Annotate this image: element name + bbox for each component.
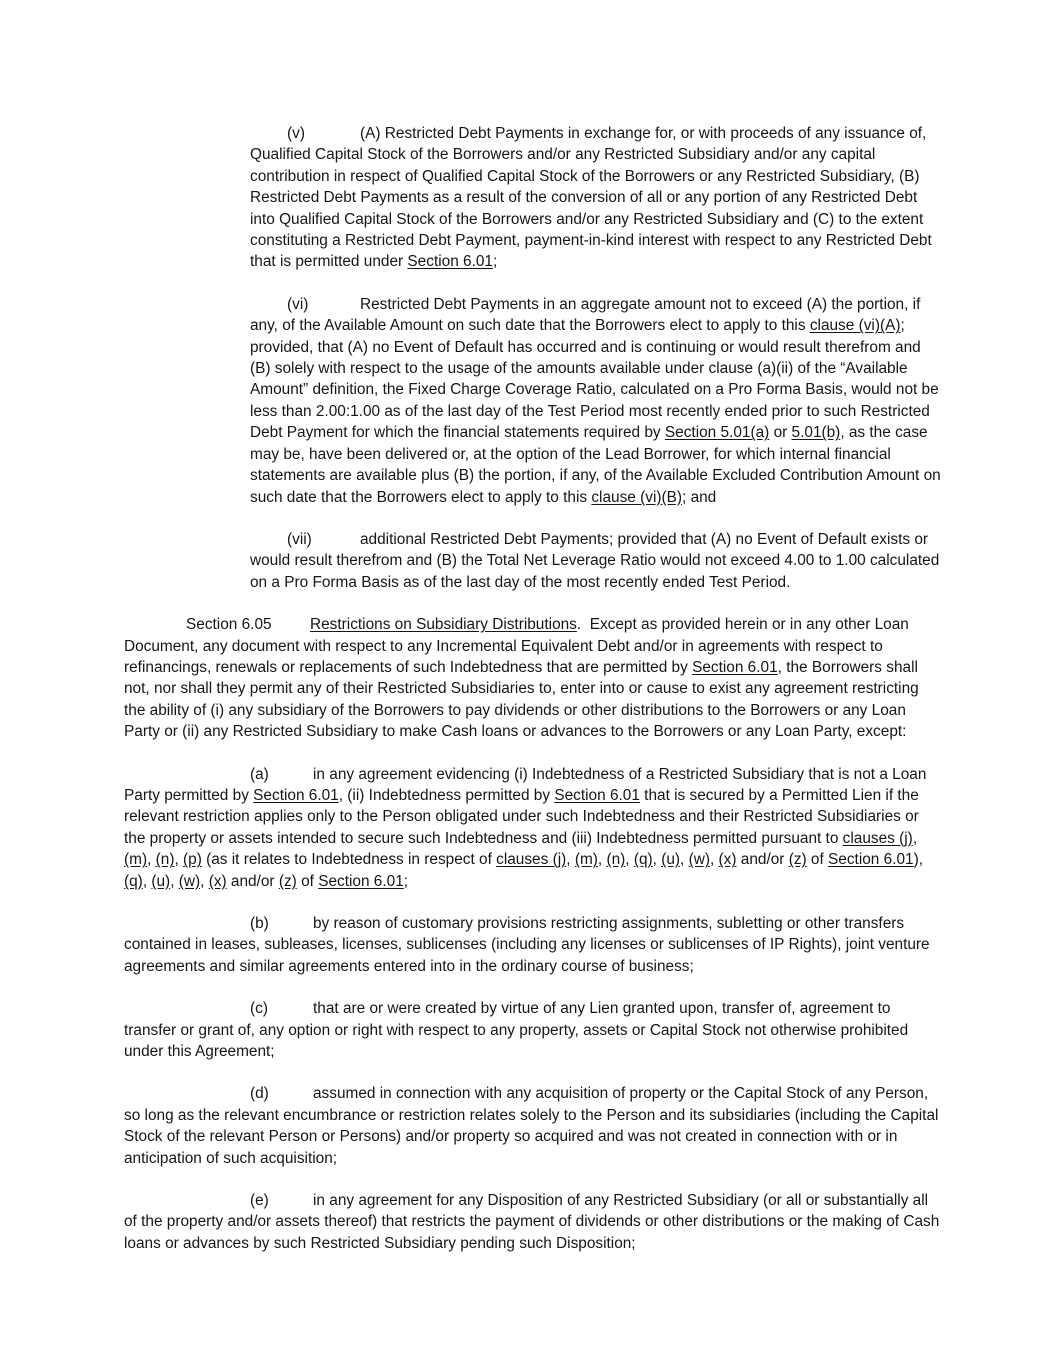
paragraph-number: (e) [250,1192,269,1210]
cross-reference: (n) [155,851,175,869]
paragraph-number: (v) [287,125,305,142]
cross-reference: (w) [178,872,201,890]
cross-reference: (u) [661,851,681,869]
cross-reference: 5.01(b) [791,424,841,442]
cross-reference: (m) [124,851,148,869]
clause-vii-paragraph: (vii) additional Restricted Debt Payments; provided that (A) no Event of Default exists or would result therefrom and (B) the Total Net Leverage Ratio would not exceed 4.00 to 1.00 calculated on a Pro Forma Basis as of the last day of the most recently ended Test Period. [250,530,940,591]
cross-reference: Section 6.01 [318,872,404,890]
cross-reference: (m) [574,851,598,869]
cross-reference: (u) [151,872,171,890]
paragraph-number: (d) [250,1085,269,1103]
cross-reference: clause (vi)(A) [809,317,901,335]
document-body [124,123,941,1275]
paragraph-number: (vii) [287,530,312,548]
cross-reference: (w) [688,851,710,869]
clause-c-paragraph: (c) that are or were created by virtue of any Lien granted upon, transfer of, agreement to transfer or grant of, any option or right with respect to any property, assets or Capital Stock not otherwise prohibited under this Agreement; [124,1000,909,1061]
cross-reference: (p) [183,851,202,869]
paragraph-number: (vi) [287,295,309,313]
clause-a-paragraph: (a) in any agreement evidencing (i) Indebtedness of a Restricted Subsidiary that is not a Loan Party permitted by Section 6.01, (ii) Indebtedness permitted by Section 6.01 that is secured by a Permitted Lien if the relevant restriction applies only to the Person obligated under such Indebtedness and their Restricted Subsidiaries or the property or assets intended to secure such Indebtedness and (iii) Indebtedness permitted pursuant to clauses (j), (m), (n), (p) (as it relates to Indebtedness in respect of clauses (j), (m), (n), (q), (u), (w), (x) and/or (z) of Section 6.01), (q), (u), (w), (x) and/or (z) of Section 6.01; [124,765,927,890]
clause-b-paragraph: (b) by reason of customary provisions restricting assignments, subletting or other transfers contained in leases, subleases, licenses, sublicenses (including any licenses or sublicenses of IP Rights), joint venture agreements and similar agreements entered into in the ordinary course of business; [124,915,930,975]
cross-reference: Section 6.01 [828,851,914,869]
cross-reference: Section 6.01 [554,786,640,804]
cross-reference: Section 6.01 [407,253,493,271]
cross-reference: (n) [606,851,626,869]
cross-reference: Restrictions on Subsidiary Distributions [310,616,577,634]
cross-reference: (q) [633,851,653,869]
cross-reference: clauses (j) [842,829,913,847]
cross-reference: (z) [788,851,807,869]
section-6-05-paragraph: Section 6.05 Restrictions on Subsidiary Distributions. Except as provided herein or in any other Loan Document, any document with respect to any Incremental Equivalent Debt and/or in agreements with respect to refinancings, renewals or replacements of such Indebtedness that are permitted by Section 6.01, the Borrowers shall not, nor shall they permit any of their Restricted Subsidiaries to, enter into or cause to exist any agreement restricting the ability of (i) any subsidiary of the Borrowers to pay dividends or other distributions to the Borrowers or any Loan Party or (ii) any Restricted Subsidiary to make Cash loans or advances to the Borrowers or any Loan Party, except: [124,616,919,741]
paragraph-number: (c) [250,1000,268,1018]
clause-v-paragraph: (v) (A) Restricted Debt Payments in exchange for, or with proceeds of any issuance of, Qualified Capital Stock of the Borrowers and/or any Restricted Subsidiary and/or any capital contribution in respect of Qualified Capital Stock of the Borrowers or any Restricted Subsidiary, (B) Restricted Debt Payments as a result of the conversion of all or any portion of any Restricted Debt into Qualified Capital Stock of the Borrowers and/or any Restricted Subsidiary and (C) to the extent constituting a Restricted Debt Payment, payment-in-kind interest with respect to any Restricted Debt that is permitted under Section 6.01; [250,125,932,271]
cross-reference: (z) [278,872,297,890]
clause-e-paragraph: (e) in any agreement for any Disposition of any Restricted Subsidiary (or all or substantially all of the property and/or assets thereof) that restricts the payment of dividends or other distributions or the making of Cash loans or advances by such Restricted Subsidiary pending such Disposition; [124,1192,940,1252]
cross-reference: clause (vi)(B) [591,488,683,506]
paragraph-number: (b) [250,915,269,932]
cross-reference: clauses (j) [496,851,567,869]
paragraph-number: Section 6.05 [186,616,272,634]
cross-reference: Section 6.01 [692,658,778,676]
cross-reference: Section 5.01(a) [664,424,770,442]
clause-d-paragraph: (d) assumed in connection with any acquisition of property or the Capital Stock of any Person, so long as the relevant encumbrance or restriction relates solely to the Person and its subsidiaries (including the Capital Stock of the relevant Person or Persons) and/or property so acquired and was not created in connection with or in anticipation of such acquisition; [124,1085,939,1167]
cross-reference: (x) [718,851,737,869]
cross-reference: (q) [124,872,143,890]
cross-reference: Section 6.01 [253,786,339,804]
cross-reference: (x) [208,872,227,890]
clause-vi-paragraph: (vi) Restricted Debt Payments in an aggregate amount not to exceed (A) the portion, if any, of the Available Amount on such date that the Borrowers elect to apply to this clause (vi)(A); provided, that (A) no Event of Default has occurred and is continuing or would result therefrom and (B) solely with respect to the usage of the amounts available under clause (a)(ii) of the “Available Amount” definition, the Fixed Charge Coverage Ratio, calculated on a Pro Forma Basis, would not be less than 2.00:1.00 as of the last day of the Test Period most recently ended prior to such Restricted Debt Payment for which the financial statements required by Section 5.01(a) or 5.01(b), as the case may be, have been delivered or, at the option of the Lead Borrower, for which internal financial statements are available plus (B) the portion, if any, of the Available Excluded Contribution Amount on such date that the Borrowers elect to apply to this clause (vi)(B); and [250,295,941,506]
paragraph-number: (a) [250,765,269,783]
